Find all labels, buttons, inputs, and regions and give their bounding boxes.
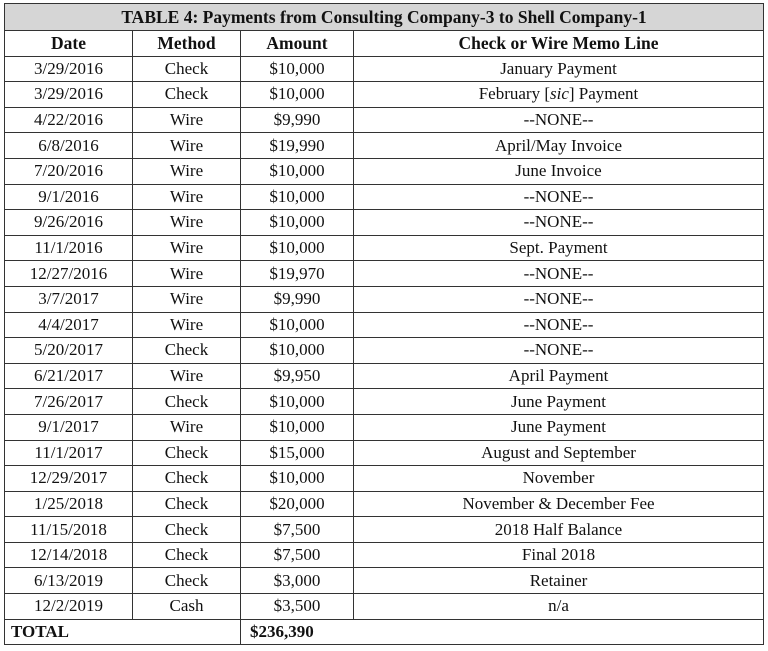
table-row [5, 286, 764, 312]
cell-date: 6/13/2019 [5, 568, 133, 594]
table-row [5, 338, 764, 364]
table-row [5, 440, 764, 466]
cell-date: 3/7/2017 [5, 286, 133, 312]
cell-method: Check [133, 389, 241, 415]
cell-amount: $10,000 [241, 466, 354, 492]
table-title: TABLE 4: Payments from Consulting Company-3 to Shell Company-1 [5, 4, 764, 31]
cell-date: 12/2/2019 [5, 594, 133, 620]
cell-date: 4/4/2017 [5, 312, 133, 338]
table-row [5, 389, 764, 415]
header-memo: Check or Wire Memo Line [354, 31, 764, 57]
cell-amount: $7,500 [241, 542, 354, 568]
cell-method: Wire [133, 312, 241, 338]
cell-method: Check [133, 491, 241, 517]
table-row [5, 82, 764, 108]
total-label: TOTAL [5, 619, 241, 645]
cell-method: Wire [133, 235, 241, 261]
cell-memo: --NONE-- [354, 312, 764, 338]
cell-date: 11/1/2016 [5, 235, 133, 261]
cell-amount: $10,000 [241, 184, 354, 210]
cell-amount: $10,000 [241, 389, 354, 415]
memo-text-post: ] Payment [568, 84, 639, 104]
cell-amount: $10,000 [241, 312, 354, 338]
cell-amount: $9,950 [241, 363, 354, 389]
cell-date: 9/1/2017 [5, 414, 133, 440]
payments-table [4, 3, 764, 645]
cell-date: 11/1/2017 [5, 440, 133, 466]
cell-method: Check [133, 466, 241, 492]
cell-memo: --NONE-- [354, 210, 764, 236]
table-row [5, 235, 764, 261]
cell-method: Check [133, 338, 241, 364]
cell-date: 7/26/2017 [5, 389, 133, 415]
table-row [5, 261, 764, 287]
cell-amount: $10,000 [241, 235, 354, 261]
cell-method: Check [133, 542, 241, 568]
cell-date: 12/14/2018 [5, 542, 133, 568]
cell-amount: $10,000 [241, 82, 354, 108]
table-row [5, 568, 764, 594]
cell-method: Wire [133, 210, 241, 236]
cell-memo: Retainer [354, 568, 764, 594]
cell-amount: $20,000 [241, 491, 354, 517]
cell-method: Check [133, 440, 241, 466]
cell-memo: June Payment [354, 389, 764, 415]
cell-date: 1/25/2018 [5, 491, 133, 517]
table-row [5, 184, 764, 210]
cell-method: Wire [133, 107, 241, 133]
cell-method: Check [133, 517, 241, 543]
table-row [5, 56, 764, 82]
cell-method: Wire [133, 363, 241, 389]
cell-date: 3/29/2016 [5, 56, 133, 82]
cell-memo: April Payment [354, 363, 764, 389]
cell-amount: $10,000 [241, 338, 354, 364]
cell-method: Wire [133, 261, 241, 287]
cell-amount: $10,000 [241, 56, 354, 82]
cell-memo: August and September [354, 440, 764, 466]
cell-memo [354, 82, 764, 108]
table-header-row [5, 31, 764, 57]
cell-date: 6/8/2016 [5, 133, 133, 159]
cell-amount: $3,500 [241, 594, 354, 620]
cell-memo: Final 2018 [354, 542, 764, 568]
table-row [5, 210, 764, 236]
cell-memo: --NONE-- [354, 286, 764, 312]
cell-date: 6/21/2017 [5, 363, 133, 389]
cell-date: 12/29/2017 [5, 466, 133, 492]
cell-memo: 2018 Half Balance [354, 517, 764, 543]
cell-date: 4/22/2016 [5, 107, 133, 133]
cell-amount: $15,000 [241, 440, 354, 466]
cell-method: Wire [133, 158, 241, 184]
table-row [5, 363, 764, 389]
table-row [5, 466, 764, 492]
cell-amount: $10,000 [241, 158, 354, 184]
cell-date: 9/26/2016 [5, 210, 133, 236]
cell-memo: Sept. Payment [354, 235, 764, 261]
total-row [5, 619, 764, 645]
header-date: Date [5, 31, 133, 57]
cell-method: Cash [133, 594, 241, 620]
table-row [5, 491, 764, 517]
table-title-row [5, 4, 764, 31]
cell-amount: $3,000 [241, 568, 354, 594]
total-amount: $236,390 [241, 619, 764, 645]
cell-memo: --NONE-- [354, 338, 764, 364]
table-row [5, 594, 764, 620]
table-row [5, 414, 764, 440]
cell-memo: --NONE-- [354, 107, 764, 133]
header-method: Method [133, 31, 241, 57]
cell-memo: April/May Invoice [354, 133, 764, 159]
cell-memo: November & December Fee [354, 491, 764, 517]
memo-text-pre: February [ [478, 84, 550, 104]
table-row [5, 517, 764, 543]
cell-amount: $9,990 [241, 107, 354, 133]
cell-date: 7/20/2016 [5, 158, 133, 184]
table-row [5, 312, 764, 338]
cell-method: Check [133, 568, 241, 594]
cell-method: Check [133, 56, 241, 82]
cell-memo: --NONE-- [354, 261, 764, 287]
cell-amount: $10,000 [241, 210, 354, 236]
table-row [5, 158, 764, 184]
table-row [5, 133, 764, 159]
table-row [5, 542, 764, 568]
memo-text-italic: sic [549, 84, 569, 104]
cell-method: Wire [133, 184, 241, 210]
payments-table-container [4, 3, 763, 645]
cell-memo: June Payment [354, 414, 764, 440]
header-amount: Amount [241, 31, 354, 57]
cell-method: Wire [133, 286, 241, 312]
table-body [5, 56, 764, 619]
cell-amount: $7,500 [241, 517, 354, 543]
cell-method: Check [133, 82, 241, 108]
cell-method: Wire [133, 133, 241, 159]
cell-memo: n/a [354, 594, 764, 620]
cell-date: 5/20/2017 [5, 338, 133, 364]
cell-amount: $10,000 [241, 414, 354, 440]
table-row [5, 107, 764, 133]
cell-memo: January Payment [354, 56, 764, 82]
cell-amount: $9,990 [241, 286, 354, 312]
cell-date: 9/1/2016 [5, 184, 133, 210]
cell-memo: --NONE-- [354, 184, 764, 210]
cell-date: 11/15/2018 [5, 517, 133, 543]
cell-date: 12/27/2016 [5, 261, 133, 287]
cell-amount: $19,970 [241, 261, 354, 287]
cell-memo: November [354, 466, 764, 492]
cell-memo: June Invoice [354, 158, 764, 184]
cell-method: Wire [133, 414, 241, 440]
cell-date: 3/29/2016 [5, 82, 133, 108]
cell-amount: $19,990 [241, 133, 354, 159]
